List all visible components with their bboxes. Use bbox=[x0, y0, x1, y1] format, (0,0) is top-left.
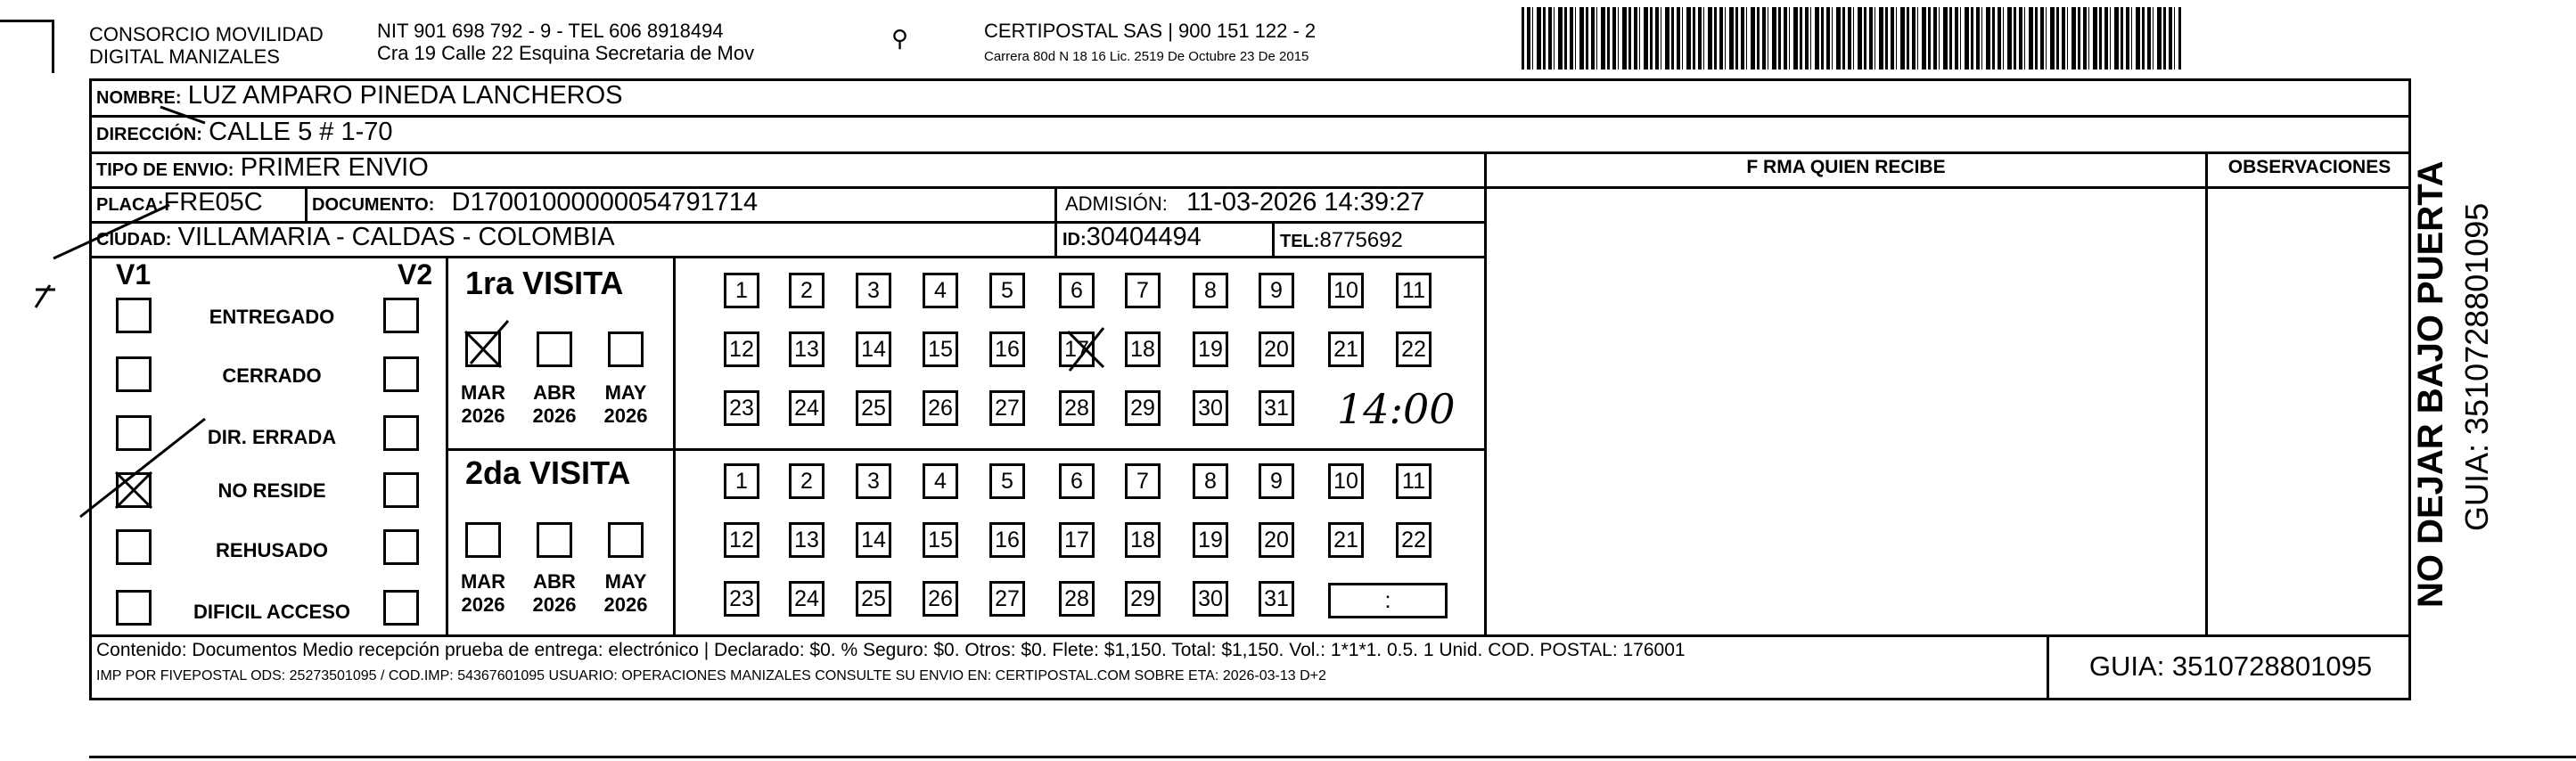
status-label: DIFICIL ACCESO bbox=[193, 601, 350, 623]
v2-label: V2 bbox=[398, 258, 433, 290]
day-box[interactable]: 9 bbox=[1259, 463, 1294, 499]
day-box[interactable]: 18 bbox=[1125, 331, 1161, 367]
stray-pen-mark bbox=[36, 107, 205, 307]
side-warning: NO DEJAR BAJO PUERTA bbox=[2411, 160, 2450, 608]
day-box[interactable]: 27 bbox=[989, 581, 1025, 617]
day-box[interactable]: 2 bbox=[789, 463, 824, 499]
day-box[interactable]: 31 bbox=[1259, 581, 1294, 617]
day-box[interactable]: 2 bbox=[789, 273, 824, 308]
day-box[interactable]: 29 bbox=[1125, 581, 1161, 617]
day-box[interactable]: 8 bbox=[1193, 463, 1228, 499]
day-box[interactable]: 13 bbox=[789, 522, 824, 558]
day-box[interactable]: 7 bbox=[1125, 273, 1161, 308]
day-box[interactable]: 28 bbox=[1059, 390, 1095, 426]
visit2-time-colon: : bbox=[1384, 586, 1391, 613]
tel-field: TEL:8775692 bbox=[1280, 228, 1403, 252]
document-field: DOCUMENTO: D17001000000054791714 bbox=[312, 188, 759, 217]
day-box[interactable]: 26 bbox=[923, 390, 958, 426]
observations-header: OBSERVACIONES bbox=[2227, 157, 2391, 177]
courier-line2: Carrera 80d N 18 16 Lic. 2519 De Octubre 23 De 2015 bbox=[984, 49, 1309, 64]
day-box[interactable]: 24 bbox=[789, 390, 824, 426]
city-field: CIUDAD: VILLAMARIA - CALDAS - COLOMBIA bbox=[96, 223, 615, 251]
send-type-value: PRIMER ENVIO bbox=[240, 153, 429, 182]
visit2-title: 2da VISITA bbox=[465, 454, 631, 491]
day-box[interactable]: 15 bbox=[923, 331, 958, 367]
day-box[interactable]: 10 bbox=[1328, 273, 1364, 308]
city-value: VILLAMARIA - CALDAS - COLOMBIA bbox=[177, 223, 615, 251]
day-box[interactable]: 14 bbox=[856, 331, 891, 367]
name-field: NOMBRE: LUZ AMPARO PINEDA LANCHEROS bbox=[96, 81, 623, 110]
day-box[interactable]: 15 bbox=[923, 522, 958, 558]
company-line2: DIGITAL MANIZALES bbox=[89, 45, 280, 68]
day-box[interactable]: 17 bbox=[1059, 522, 1095, 558]
visit2-month: MAY 2026 bbox=[603, 570, 648, 616]
day-box[interactable]: 11 bbox=[1396, 463, 1432, 499]
visit1-time-handwritten: 14:00 bbox=[1337, 385, 1456, 433]
day-box[interactable]: 16 bbox=[989, 331, 1025, 367]
day-box[interactable]: 8 bbox=[1193, 273, 1228, 308]
day-box[interactable]: 12 bbox=[724, 331, 759, 367]
v1-no-reside-cross-mark bbox=[80, 419, 205, 517]
send-type-field: TIPO DE ENVIO: PRIMER ENVIO bbox=[96, 153, 429, 182]
status-label: REHUSADO bbox=[216, 539, 328, 561]
visit1-month: MAY 2026 bbox=[603, 381, 648, 427]
day-box[interactable]: 26 bbox=[923, 581, 958, 617]
document-value: D17001000000054791714 bbox=[451, 188, 759, 217]
visit2-month: ABR 2026 bbox=[532, 570, 577, 616]
id-value: 30404494 bbox=[1086, 223, 1202, 251]
day-box[interactable]: 5 bbox=[989, 273, 1025, 308]
day-box[interactable]: 31 bbox=[1259, 390, 1294, 426]
day-box[interactable]: 9 bbox=[1259, 273, 1294, 308]
day-box[interactable]: 21 bbox=[1328, 522, 1364, 558]
footer-print-line: IMP POR FIVEPOSTAL ODS: 25273501095 / COD.IMP: 54367601095 USUARIO: OPERACIONES MANIZALES CONSULTE SU ENVIO EN: CERTIPOSTAL.COM SOBRE ETA: 2026-03-13 D+2 bbox=[96, 668, 1326, 683]
footer-guia: GUIA: 3510728801095 bbox=[2088, 651, 2373, 682]
day-box[interactable]: 18 bbox=[1125, 522, 1161, 558]
status-label: NO RESIDE bbox=[217, 479, 326, 502]
day-box[interactable]: 22 bbox=[1396, 522, 1432, 558]
day-box[interactable]: 11 bbox=[1396, 273, 1432, 308]
day-box[interactable]: 21 bbox=[1328, 331, 1364, 367]
footer-content-line: Contenido: Documentos Medio recepción prueba de entrega: electrónico | Declarado: $0. % Seguro: $0. Otros: $0. Flete: $1,150. Total: $1,150. Vol.: 1*1*1. 0.5. 1 Unid. COD. POSTAL: 176001 bbox=[96, 640, 1686, 660]
day-box[interactable]: 20 bbox=[1259, 331, 1294, 367]
v1-label: V1 bbox=[116, 258, 152, 290]
day-box[interactable]: 17 bbox=[1059, 331, 1095, 367]
plate-field: PLACA:FRE05C bbox=[96, 188, 263, 217]
visit1-day17-cross-mark bbox=[1068, 328, 1103, 371]
name-value: LUZ AMPARO PINEDA LANCHEROS bbox=[187, 81, 623, 110]
nit-line: NIT 901 698 792 - 9 - TEL 606 8918494 bbox=[377, 20, 724, 42]
visit1-month: MAR 2026 bbox=[460, 381, 506, 427]
day-box[interactable]: 22 bbox=[1396, 331, 1432, 367]
day-box[interactable]: 6 bbox=[1059, 463, 1095, 499]
day-box[interactable]: 1 bbox=[724, 273, 759, 308]
courier-logo-icon: ⚲ bbox=[891, 25, 909, 52]
day-box[interactable]: 4 bbox=[923, 273, 958, 308]
address-field: DIRECCIÓN: CALLE 5 # 1-70 bbox=[96, 118, 393, 146]
day-box[interactable]: 28 bbox=[1059, 581, 1095, 617]
day-box[interactable]: 3 bbox=[856, 463, 891, 499]
day-box[interactable]: 12 bbox=[724, 522, 759, 558]
day-box[interactable]: 29 bbox=[1125, 390, 1161, 426]
day-box[interactable]: 23 bbox=[724, 581, 759, 617]
day-box[interactable]: 24 bbox=[789, 581, 824, 617]
address-value: CALLE 5 # 1-70 bbox=[209, 118, 393, 146]
address-line: Cra 19 Calle 22 Esquina Secretaria de Mov bbox=[377, 42, 755, 64]
side-guia: GUIA: 3510728801095 bbox=[2458, 202, 2495, 531]
day-box[interactable]: 23 bbox=[724, 390, 759, 426]
day-box[interactable]: 19 bbox=[1193, 331, 1228, 367]
day-box[interactable]: 14 bbox=[856, 522, 891, 558]
day-box[interactable]: 6 bbox=[1059, 273, 1095, 308]
visit1-title: 1ra VISITA bbox=[465, 265, 624, 301]
day-box[interactable]: 30 bbox=[1193, 581, 1228, 617]
day-box[interactable]: 13 bbox=[789, 331, 824, 367]
day-box[interactable]: 4 bbox=[923, 463, 958, 499]
company-line1: CONSORCIO MOVILIDAD bbox=[89, 23, 324, 45]
day-box[interactable]: 16 bbox=[989, 522, 1025, 558]
day-box[interactable]: 30 bbox=[1193, 390, 1228, 426]
day-box[interactable]: 27 bbox=[989, 390, 1025, 426]
visit1-mar-check-mark bbox=[465, 321, 508, 367]
id-field: ID:30404494 bbox=[1062, 223, 1202, 251]
plate-value: FRE05C bbox=[163, 188, 263, 217]
signature-header: F RMA QUIEN RECIBE bbox=[1746, 157, 1946, 177]
admission-label: ADMISIÓN: bbox=[1065, 192, 1168, 215]
day-box[interactable]: 3 bbox=[856, 273, 891, 308]
visit2-month: MAR 2026 bbox=[460, 570, 506, 616]
day-box[interactable]: 25 bbox=[856, 390, 891, 426]
status-label: ENTREGADO bbox=[209, 306, 335, 328]
tel-value: 8775692 bbox=[1319, 228, 1403, 252]
status-label: DIR. ERRADA bbox=[207, 426, 337, 448]
day-box[interactable]: 19 bbox=[1193, 522, 1228, 558]
day-box[interactable]: 10 bbox=[1328, 463, 1364, 499]
admission-value: 11-03-2026 14:39:27 bbox=[1186, 188, 1425, 217]
scan-edge-line bbox=[89, 756, 2576, 758]
courier-line1: CERTIPOSTAL SAS | 900 151 122 - 2 bbox=[984, 20, 1317, 42]
day-box[interactable]: 5 bbox=[989, 463, 1025, 499]
visit1-month: ABR 2026 bbox=[532, 381, 577, 427]
day-box[interactable]: 1 bbox=[724, 463, 759, 499]
day-box[interactable]: 20 bbox=[1259, 522, 1294, 558]
day-box[interactable]: 7 bbox=[1125, 463, 1161, 499]
day-box[interactable]: 25 bbox=[856, 581, 891, 617]
status-label: CERRADO bbox=[222, 364, 322, 387]
